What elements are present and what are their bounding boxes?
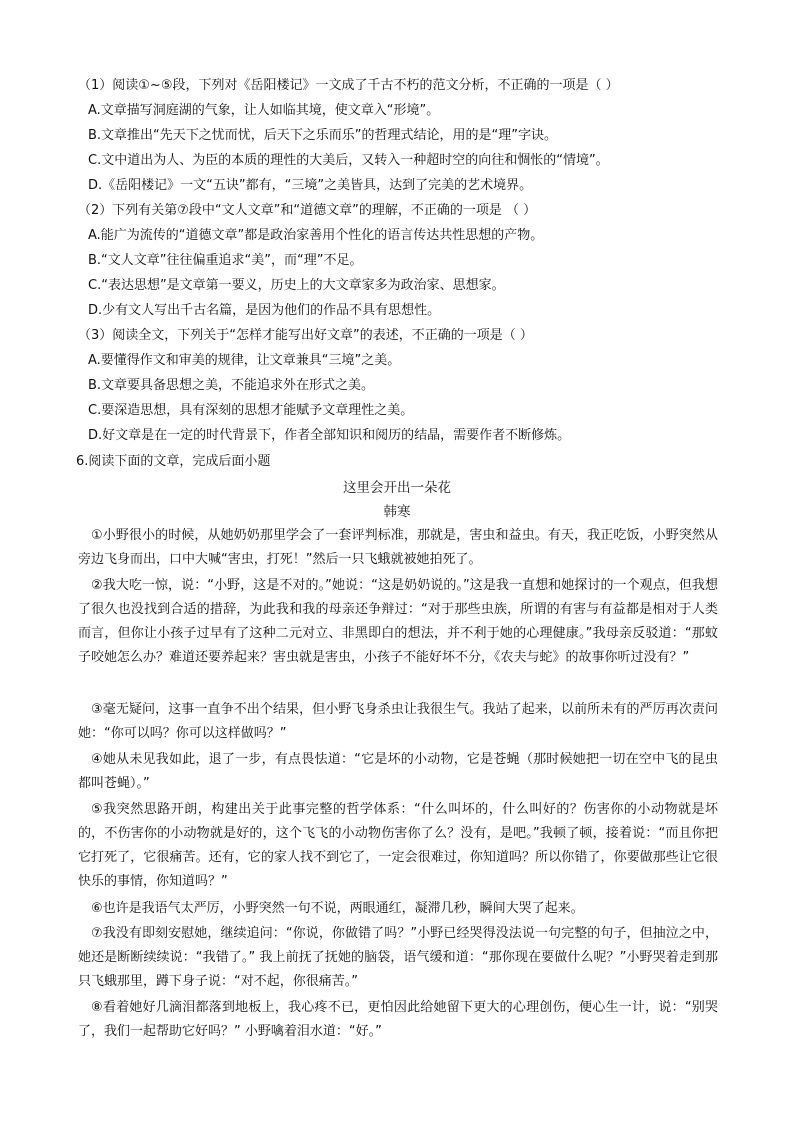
article-paragraph-2: ②我大吃一惊，说：“小野，这是不对的。”她说：“这是奶奶说的。”这是我一直想和她探讨的一个观点，但我想了很久也没找到合适的措辞，为此我和我的母亲还争辩过：“对于那些虫族，所谓的有害与有益都是相对于人类而言，但你让小孩子过早有了这种二元对立、非黑即白的想法，并不利于她的心理健康。”我母亲反驳道：“那蚊子咬她怎么办？难道还要养起来？害虫就是害虫，小孩子不能好坏不分，《农夫与蛇》的故事你听过没有？”: [78, 578, 718, 665]
question-3-option-c: C.要深造思想，具有深刻的思想才能赋予文章理性之美。: [88, 403, 414, 418]
question-1-stem: （1）阅读①~⑤段，下列对《岳阳楼记》一文成了千古不朽的范文分析，不正确的一项是（ ）: [78, 78, 619, 93]
question-1-option-a: A.文章描写洞庭湖的气象，让人如临其境，使文章入“形境”。: [88, 103, 440, 118]
article-paragraph-7: ⑦我没有即刻安慰她，继续追问：“你说，你做错了吗？”小野已经哭得没法说一句完整的句子，但抽泣之中，她还是断断续续说：“我错了。” 我上前抚了抚她的脑袋，语气缓和道：“那你现在要做什么呢？”小野哭着走到那只飞蛾那里，蹲下身子说：“对不起，你很痛苦。”: [78, 926, 718, 989]
question-3-stem: （3）阅读全文，下列关于“怎样才能写出好文章”的表述，不正确的一项是（ ）: [78, 328, 533, 343]
question-2-option-b: B.“文人文章”往往偏重追求“美”，而“理”不足。: [88, 253, 363, 268]
article-paragraph-1: ①小野很小的时候，从她奶奶那里学会了一套评判标准，那就是，害虫和益虫。有天，我正吃饭，小野突然从旁边飞身而出，口中大喊“害虫，打死！”然后一只飞蛾就被她拍死了。: [78, 528, 718, 567]
question-3-option-a: A.要懂得作文和审美的规律，让文章兼具“三境”之美。: [88, 353, 401, 368]
article-paragraph-6: ⑥也许是我语气太严厉，小野突然一句不说，两眼通红，凝滞几秒，瞬间大哭了起来。: [91, 901, 584, 916]
article-paragraph-4: ④她从未见我如此，退了一步，有点畏怯道：“它是坏的小动物，它是苍蝇（那时候她把一切在空中飞的昆虫都叫苍蝇）。”: [78, 752, 718, 791]
section-6-heading: 6.阅读下面的文章，完成后面小题: [76, 454, 271, 469]
article-paragraph-3: ③毫无疑问，这事一直争不出个结果，但小野飞身杀虫让我很生气。我站了起来，以前所未有的严厉再次责问她：“你可以吗？你可以这样做吗？”: [78, 702, 718, 741]
question-2-option-a: A.能广为流传的“道德文章”都是政治家善用个性化的语言传达共性思想的产物。: [88, 228, 544, 243]
article-paragraph-8: ⑧看着她好几滴泪都落到地板上，我心疼不已，更怕因此给她留下更大的心理创伤，便心生一计，说：“别哭了，我们一起帮助它好吗？” 小野噙着泪水道：“好。”: [78, 1000, 718, 1039]
question-1-option-b: B.文章推出“先天下之忧而忧，后天下之乐而乐”的哲理式结论，用的是“理”字诀。: [88, 128, 557, 143]
question-2-option-d: D.少有文人写出千古名篇，是因为他们的作品不具有思想性。: [88, 303, 441, 318]
question-1-option-d: D.《岳阳楼记》一文“五诀”都有，“三境”之美皆具，达到了完美的艺术境界。: [88, 178, 533, 193]
article-paragraph-5: ⑤我突然思路开朗，构建出关于此事完整的哲学体系：“什么叫坏的，什么叫好的？伤害你的小动物就是坏的，不伤害你的小动物就是好的，这个飞飞的小动物伤害你了么？没有，是吧。”我顿了顿，接着说：“而且你把它打死了，它很痛苦。还有，它的家人找不到它了，一定会很难过，你知道吗？所以你错了，你要做那些让它很快乐的事情，你知道吗？”: [78, 802, 718, 889]
question-3-option-d: D.好文章是在一定的时代背景下，作者全部知识和阅历的结晶，需要作者不断修炼。: [88, 428, 571, 443]
article-author: 韩寒: [383, 504, 411, 520]
question-2-option-c: C.“表达思想”是文章第一要义，历史上的大文章家多为政治家、思想家。: [88, 278, 505, 293]
question-3-option-b: B.文章要具备思想之美，不能追求外在形式之美。: [88, 378, 375, 393]
article-title: 这里会开出一朵花: [343, 480, 451, 496]
question-1-option-c: C.文中道出为人、为臣的本质的理性的大美后，又转入一种超时空的向往和惆怅的“情境”。: [88, 153, 609, 168]
question-2-stem: （2）下列有关第⑦段中“文人文章”和“道德文章”的理解，不正确的一项是 （ ）: [78, 203, 537, 218]
